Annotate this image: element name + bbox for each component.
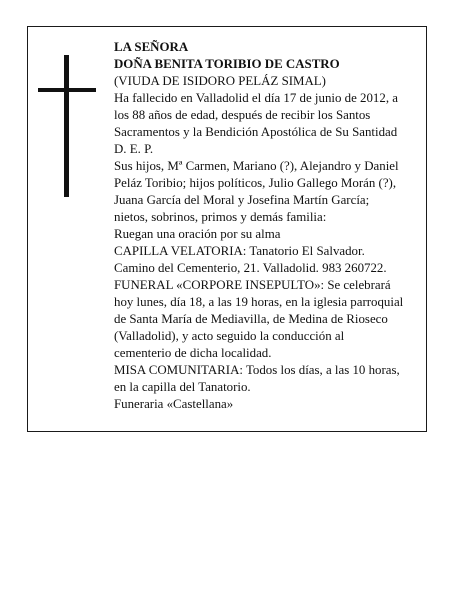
funeral-home: Funeraria «Castellana»	[114, 397, 234, 411]
rip-line: D. E. P.	[114, 142, 154, 156]
chapel-info	[114, 243, 424, 277]
funeral-line: cementerio de dicha localidad.	[114, 346, 272, 360]
funeral-line: hoy lunes, día 18, a las 19 horas, en la iglesia parroquial	[114, 295, 404, 309]
funeral-info	[114, 277, 424, 362]
mass-line: MISA COMUNITARIA: Todos los días, a las 10 horas,	[114, 363, 400, 377]
family-line: nietos, sobrinos, primos y demás familia:	[114, 210, 327, 224]
chapel-line: CAPILLA VELATORIA: Tanatorio El Salvador.	[114, 244, 365, 258]
funeral-line: FUNERAL «CORPORE INSEPULTO»: Se celebrará	[114, 278, 391, 292]
deceased-widow-of: (VIUDA DE ISIDORO PELÁZ SIMAL)	[114, 74, 326, 88]
death-announcement	[114, 90, 424, 158]
latin-cross-icon	[38, 55, 96, 197]
mass-line: en la capilla del Tanatorio.	[114, 380, 251, 394]
family-mourners	[114, 158, 424, 243]
deceased-name: DOÑA BENITA TORIBIO DE CASTRO	[114, 57, 340, 71]
deceased-title: LA SEÑORA	[114, 40, 189, 54]
family-line: Juana García del Moral y Josefina Martín García;	[114, 193, 370, 207]
funeral-line: de Santa María de Mediavilla, de Medina de Rioseco	[114, 312, 388, 326]
family-line: Sus hijos, Mª Carmen, Mariano (?), Alejandro y Daniel	[114, 159, 399, 173]
chapel-line: Camino del Cementerio, 21. Valladolid. 983 260722.	[114, 261, 387, 275]
death-line: Sacramentos y la Bendición Apostólica de Su Santidad	[114, 125, 398, 139]
death-line: los 88 años de edad, después de recibir los Santos	[114, 108, 371, 122]
funeral-line: (Valladolid), y acto seguido la conducción al	[114, 329, 345, 343]
cross-horizontal-bar	[38, 88, 96, 92]
family-line: Peláz Toribio; hijos políticos, Julio Gallego Morán (?),	[114, 176, 397, 190]
cross-vertical-bar	[64, 55, 69, 197]
obituary-text	[114, 39, 424, 413]
prayer-request: Ruegan una oración por su alma	[114, 227, 281, 241]
death-line: Ha fallecido en Valladolid el día 17 de junio de 2012, a	[114, 91, 398, 105]
mass-info	[114, 362, 424, 396]
